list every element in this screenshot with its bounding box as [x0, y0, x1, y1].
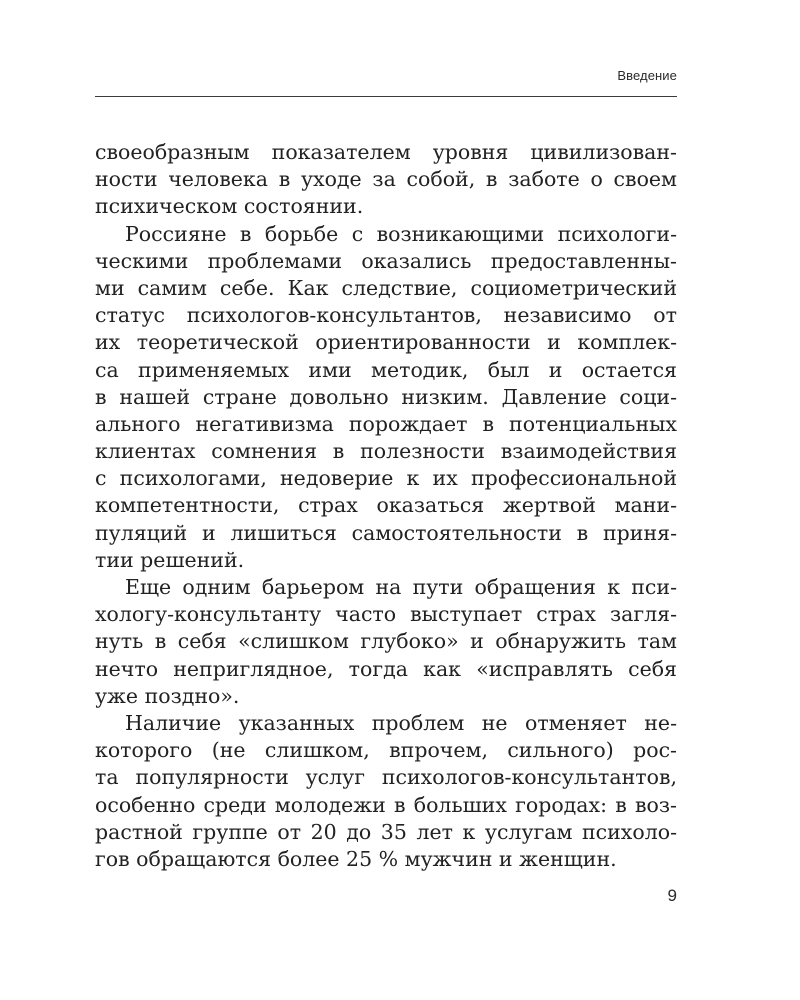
body-text	[95, 139, 677, 873]
text-line: та популярности услуг психологов-консультантов,	[95, 765, 677, 790]
text-line: тии решений.	[95, 547, 245, 572]
paragraph-4	[95, 710, 677, 873]
text-line: нуть в себя «слишком глубоко» и обнаружить там	[95, 629, 677, 654]
paragraph-3	[95, 574, 677, 710]
text-line: гов обращаются более 25 % мужчин и женщин.	[95, 846, 617, 871]
page-number: 9	[667, 886, 677, 905]
text-line: компетентности, страх оказаться жертвой мани-	[95, 493, 677, 518]
header-rule	[95, 96, 677, 97]
paragraph-2	[95, 221, 677, 574]
text-line: Россияне в борьбе с возникающими психологи-	[125, 221, 677, 246]
text-line: Еще одним барьером на пути обращения к пси-	[125, 575, 677, 599]
text-line: своеобразным показателем уровня цивилизован-	[95, 140, 677, 164]
text-line: пуляций и лишиться самостоятельности в приня-	[95, 520, 677, 545]
text-line: растной группе от 20 до 35 лет к услугам психоло-	[95, 819, 677, 844]
text-line: ми самим себе. Как следствие, социометрический	[95, 275, 677, 300]
text-line: психическом состоянии.	[95, 194, 364, 219]
text-line: ности человека в уходе за собой, в заботе о своем	[95, 167, 677, 192]
text-line: с психологами, недоверие к их профессиональной	[95, 466, 677, 491]
text-line: статус психологов-консультантов, независимо от	[95, 303, 677, 328]
text-line: ческими проблемами оказались предоставленны-	[95, 248, 677, 273]
text-line: нечто неприглядное, тогда как «исправлять себя	[95, 656, 677, 681]
running-head-title: Введение	[617, 68, 677, 83]
text-line: особенно среди молодежи в больших городах: в воз-	[95, 792, 677, 817]
text-line: которого (не слишком, впрочем, сильного) рос-	[95, 738, 677, 763]
paragraph-1	[95, 139, 677, 221]
text-line: клиентах сомнения в полезности взаимодействия	[95, 439, 677, 464]
text-line: уже поздно».	[95, 683, 240, 708]
text-line: Наличие указанных проблем не отменяет не-	[125, 710, 677, 735]
text-line: в нашей стране довольно низким. Давление соци-	[95, 384, 677, 409]
text-line: ального негативизма порождает в потенциальных	[95, 411, 677, 436]
text-line: са применяемых ими методик, был и остается	[95, 357, 677, 382]
text-line: их теоретической ориентированности и комплек-	[95, 330, 677, 355]
text-line: хологу-консультанту часто выступает страх загля-	[95, 602, 677, 627]
